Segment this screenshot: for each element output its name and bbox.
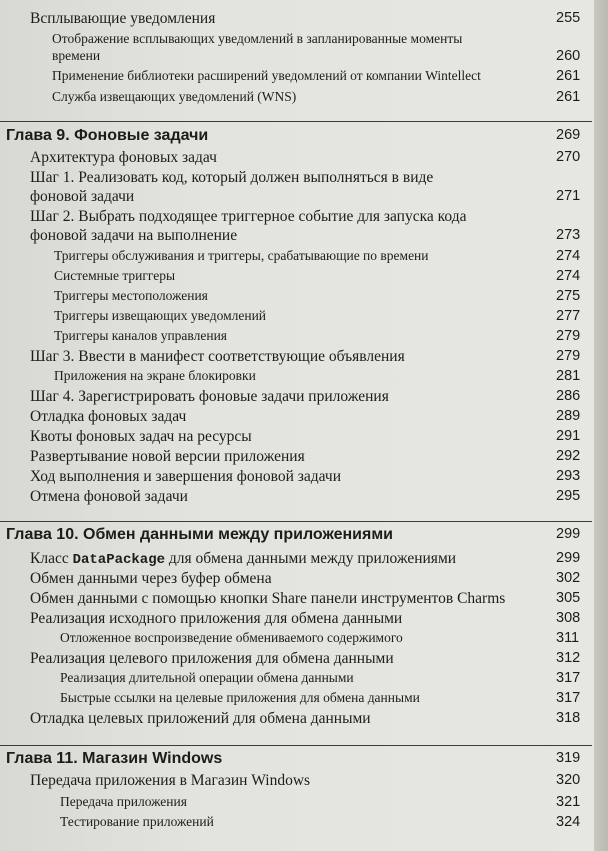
toc-entry-title: Применение библиотеки расширений уведомлений от компании Wintellect: [52, 68, 481, 83]
toc-entry-title: Приложения на экране блокировки: [54, 368, 256, 383]
toc-page-number: 311: [556, 630, 580, 646]
toc-entry: [0, 10, 600, 30]
toc-entry-title: Системные триггеры: [54, 268, 176, 283]
toc-page-number: 305: [556, 590, 581, 606]
toc-entry-title: Служба извещающих уведомлений (WNS): [52, 89, 297, 104]
toc-page-number: 286: [556, 388, 581, 404]
toc-page-number: 255: [556, 10, 581, 26]
chapter-heading: [0, 750, 600, 770]
toc-page-number: 275: [556, 288, 581, 304]
toc-entry: [0, 710, 600, 730]
toc-entry-title: Обмен данными через буфер обмена: [30, 570, 272, 587]
toc-page-number: 277: [556, 308, 581, 324]
toc-entry: [0, 794, 600, 814]
toc-entry-title: фоновой задачи: [30, 188, 135, 205]
toc-entry-title: времени: [52, 48, 101, 63]
toc-page-number: 270: [556, 149, 581, 165]
toc-entry-title: Отмена фоновой задачи: [30, 488, 188, 505]
toc-page-number: 273: [556, 227, 581, 243]
toc-entry: [0, 772, 600, 792]
toc-page-number: 321: [556, 794, 581, 810]
toc-page-number: 274: [556, 248, 581, 264]
toc-entry: [0, 448, 600, 468]
toc-page-number: 281: [556, 368, 581, 384]
toc-entry: [0, 188, 600, 208]
toc-entry: [0, 488, 600, 508]
toc-entry-title: Передача приложения: [60, 794, 187, 809]
toc-entry-title: Шаг 4. Зарегистрировать фоновые задачи приложения: [30, 388, 389, 405]
toc-entry: [0, 408, 600, 428]
toc-entry-title: Архитектура фоновых задач: [30, 149, 217, 166]
toc-entry: [0, 814, 600, 834]
toc-entry-title: Всплывающие уведомления: [30, 10, 216, 27]
toc-entry-title: Развертывание новой версии приложения: [30, 448, 305, 465]
toc-entry-title: [30, 550, 456, 568]
toc-entry: [0, 149, 600, 169]
chapter-heading: [0, 127, 600, 147]
toc-entry: [0, 368, 600, 388]
toc-page-number: 279: [556, 348, 581, 364]
toc-page-number: 308: [556, 610, 581, 626]
toc-entry-title: Передача приложения в Магазин Windows: [30, 772, 311, 789]
toc-entry: [0, 570, 600, 590]
toc-page-number: 320: [556, 772, 581, 788]
toc-entry-title: Ход выполнения и завершения фоновой задачи: [30, 468, 342, 485]
class-name-code: DataPackage: [72, 552, 166, 568]
toc-page-number: 302: [556, 570, 581, 586]
toc-page-number: 260: [556, 48, 581, 64]
chapter-rule: [0, 745, 592, 746]
toc-page-number: 299: [556, 526, 581, 542]
toc-page-number: 279: [556, 328, 581, 344]
chapter-heading: [0, 526, 600, 546]
toc-page-number: 324: [556, 814, 581, 830]
toc-entry: [0, 468, 600, 488]
toc-entry: [0, 610, 600, 630]
chapter-rule: [0, 121, 592, 122]
toc-entry-title: Отладка фоновых задач: [30, 408, 187, 425]
toc-entry-title: Триггеры каналов управления: [54, 328, 228, 343]
toc-entry-title: Шаг 1. Реализовать код, который должен выполняться в виде: [30, 169, 434, 186]
toc-entry: [0, 428, 600, 448]
toc-page-number: 317: [556, 690, 581, 706]
page-edge-shadow: [594, 0, 608, 851]
toc-page-number: 289: [556, 408, 581, 424]
toc-entry: [0, 670, 600, 690]
toc-entry-title: Быстрые ссылки на целевые приложения для обмена данными: [60, 690, 420, 705]
toc-page-number: 291: [556, 428, 581, 444]
toc-entry-title: Отладка целевых приложений для обмена данными: [30, 710, 371, 727]
toc-entry: [0, 348, 600, 368]
toc-entry-title: Квоты фоновых задач на ресурсы: [30, 428, 252, 445]
toc-entry: [0, 550, 600, 570]
toc-entry-title: Триггеры извещающих уведомлений: [54, 308, 267, 323]
toc-entry: [0, 328, 600, 348]
toc-entry: [0, 89, 600, 109]
toc-page-number: 319: [556, 750, 581, 766]
toc-entry: [0, 308, 600, 328]
entry-text-prefix: Класс: [30, 550, 73, 567]
toc-entry-title: Реализация длительной операции обмена данными: [60, 670, 354, 685]
toc-page-number: 261: [556, 68, 581, 84]
toc-entry-title: Реализация целевого приложения для обмена данными: [30, 650, 394, 667]
toc-entry-title: Обмен данными с помощью кнопки Share панели инструментов Charms: [30, 590, 506, 607]
toc-entry-title: Шаг 3. Ввести в манифест соответствующие объявления: [30, 348, 405, 365]
toc-page-number: 317: [556, 670, 581, 686]
toc-entry-title: Триггеры обслуживания и триггеры, срабатывающие по времени: [54, 248, 429, 263]
toc-page-number: 295: [556, 488, 581, 504]
toc-entry: [0, 268, 600, 288]
toc-entry-title: Отображение всплывающих уведомлений в запланированные моменты: [52, 31, 463, 46]
toc-entry: [0, 288, 600, 308]
toc-entry: [0, 630, 600, 650]
toc-entry: [0, 48, 600, 68]
toc-entry: [0, 388, 600, 408]
chapter-title: Глава 10. Обмен данными между приложениями: [6, 526, 394, 543]
toc-entry: [0, 690, 600, 710]
toc-page-number: 274: [556, 268, 581, 284]
toc-page-number: 299: [556, 550, 581, 566]
toc-page-number: 269: [556, 127, 581, 143]
toc-page-number: 261: [556, 89, 581, 105]
toc-entry: [0, 169, 600, 189]
toc-entry: [0, 68, 600, 88]
toc-entry: [0, 650, 600, 670]
chapter-title: Глава 9. Фоновые задачи: [6, 127, 209, 144]
toc-entry-title: Тестирование приложений: [60, 814, 214, 829]
toc-page-number: 271: [556, 188, 581, 204]
toc-page-number: 293: [556, 468, 581, 484]
toc-entry: [0, 590, 600, 610]
toc-entry-title: фоновой задачи на выполнение: [30, 227, 238, 244]
toc-entry-title: Реализация исходного приложения для обмена данными: [30, 610, 403, 627]
toc-entry-title: Триггеры местоположения: [54, 288, 208, 303]
chapter-rule: [0, 521, 592, 522]
entry-text-suffix: для обмена данными между приложениями: [165, 550, 457, 567]
toc-page-number: 292: [556, 448, 581, 464]
toc-page-number: 312: [556, 650, 581, 666]
toc-entry: [0, 248, 600, 268]
toc-entry-title: Шаг 2. Выбрать подходящее триггерное событие для запуска кода: [30, 208, 467, 225]
toc-entry: [0, 208, 600, 228]
toc-page-number: 318: [556, 710, 581, 726]
toc-entry-title: Отложенное воспроизведение обмениваемого содержимого: [60, 630, 403, 645]
toc-entry: [0, 227, 600, 247]
chapter-title: Глава 11. Магазин Windows: [6, 750, 223, 767]
